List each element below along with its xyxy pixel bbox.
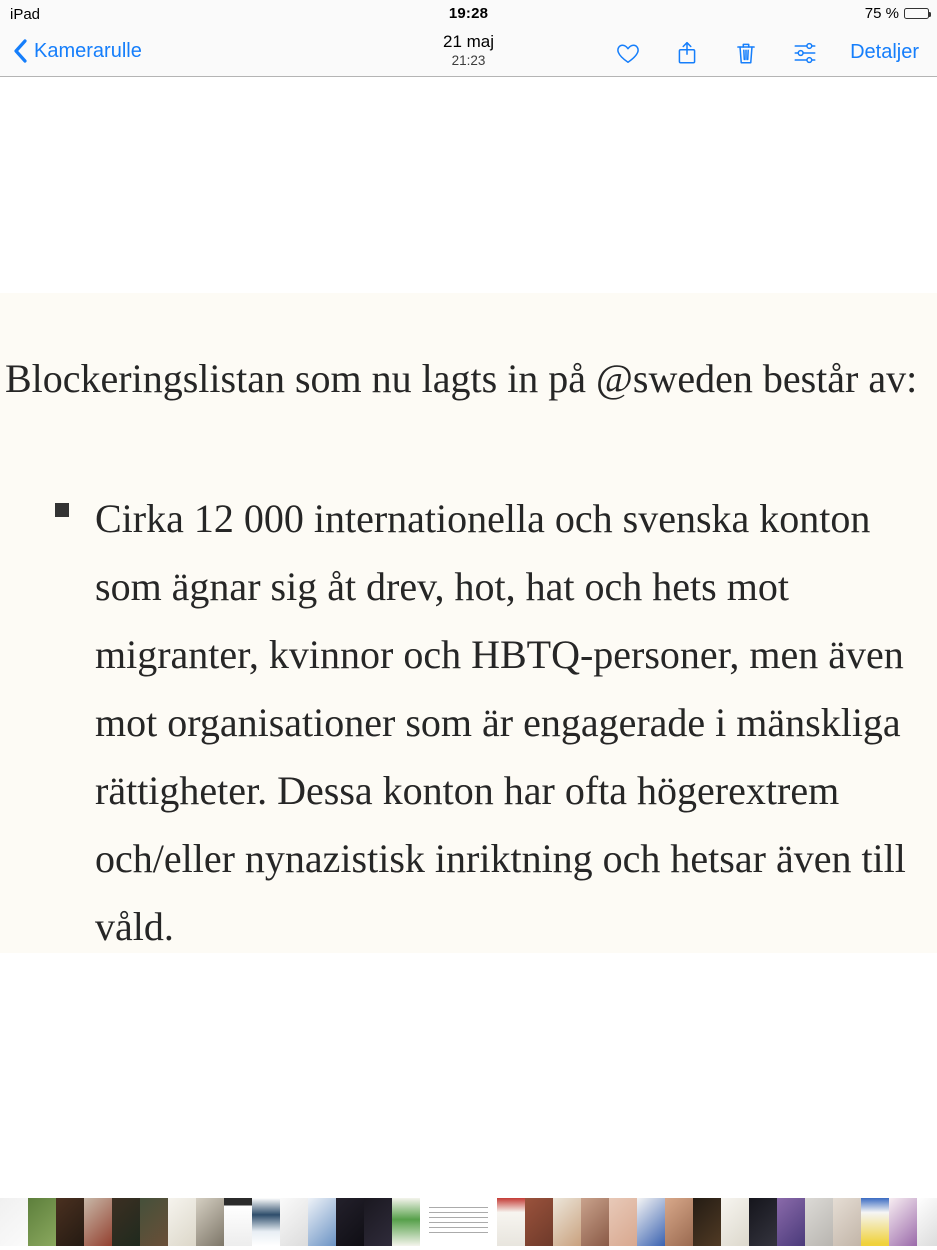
filmstrip-thumbnail-baby-closeup-photo[interactable] [609,1198,637,1246]
filmstrip-thumbnail-baby-blanket-photo[interactable] [833,1198,861,1246]
filmstrip-thumbnail-webpage-form[interactable] [861,1198,889,1246]
photo-image[interactable] [0,293,937,953]
photo-viewer[interactable] [0,78,937,1198]
adjustments-sliders-icon [792,40,818,66]
nav-bar [0,28,937,77]
photo-text-heading: Blockeringslistan som nu lagts in på @sweden består av: [5,356,918,401]
filmstrip-thumbnail-white-document[interactable] [0,1198,28,1246]
details-button[interactable]: Detaljer [850,41,919,63]
filmstrip-thumbnail-red-artwork[interactable] [84,1198,112,1246]
filmstrip-thumbnail-webpage-blue[interactable] [252,1198,280,1246]
battery-icon [904,8,929,19]
filmstrip-thumbnail-man-face-photo[interactable] [665,1198,693,1246]
filmstrip-thumbnail-blue-document[interactable] [308,1198,336,1246]
filmstrip-thumbnail-dark-artwork-2[interactable] [112,1198,140,1246]
delete-button[interactable] [732,39,759,66]
filmstrip-thumbnail-purple-poster[interactable] [777,1198,805,1246]
bullet-text: Cirka 12 000 internationella och svenska konton som ägnar sig åt drev, hot, hat och hets mot migranter, kvinnor och HBTQ-personer, men även mot organisationer som är engagerade i mänskliga rättigheter. Dessa konton har ofta högerextrem och/eller nynazistisk inriktning och hetsar även till våld. [95,496,906,949]
device-label: iPad [10,6,41,23]
filmstrip-thumbnail-product-page[interactable] [889,1198,917,1246]
status-clock: 19:28 [448,5,489,22]
filmstrip-thumbnail-night-photo-2[interactable] [364,1198,392,1246]
filmstrip-thumbnail-grey-pillow-photo[interactable] [805,1198,833,1246]
photo-time: 21:23 [451,53,486,68]
battery-percent-label: 75 % [864,5,899,22]
filmstrip-thumbnail-newspaper-green-charts[interactable] [392,1198,420,1246]
filmstrip-thumbnail-block-title-page[interactable] [224,1198,252,1246]
filmstrip-thumbnail-etching-drawing[interactable] [196,1198,224,1246]
filmstrip-thumbnail-car-logos-grid[interactable] [637,1198,665,1246]
filmstrip-thumbnail-dark-artwork[interactable] [56,1198,84,1246]
filmstrip-thumbnail-newspaper-portrait[interactable] [553,1198,581,1246]
bullet-square-icon [55,503,69,517]
trash-icon [733,40,759,66]
adjustments-button[interactable] [791,39,818,66]
filmstrip-thumbnail-light-sketch[interactable] [168,1198,196,1246]
filmstrip[interactable] [0,1198,937,1246]
filmstrip-thumbnail-receipt-document[interactable] [721,1198,749,1246]
back-button-label: Kamerarulle [34,39,142,62]
filmstrip-thumbnail-current-photo[interactable] [422,1198,495,1246]
share-icon [674,40,700,66]
photo-date: 21 maj [442,32,495,51]
filmstrip-thumbnail-red-headline-document[interactable] [497,1198,525,1246]
filmstrip-thumbnail-family-baby-photo[interactable] [581,1198,609,1246]
filmstrip-thumbnail-night-photo[interactable] [336,1198,364,1246]
filmstrip-thumbnail-brick-building-photo[interactable] [525,1198,553,1246]
filmstrip-thumbnail-green-forest-photo[interactable] [28,1198,56,1246]
heart-icon [615,40,641,66]
filmstrip-thumbnail-text-document[interactable] [280,1198,308,1246]
status-bar [0,0,937,28]
photo-bullet-item [55,485,906,961]
filmstrip-thumbnail-lukas-poster[interactable] [749,1198,777,1246]
filmstrip-thumbnail-text-page[interactable] [917,1198,937,1246]
filmstrip-thumbnail-green-artwork[interactable] [140,1198,168,1246]
filmstrip-thumbnail-dark-theater-photo[interactable] [693,1198,721,1246]
favorite-button[interactable] [614,39,641,66]
share-button[interactable] [673,39,700,66]
